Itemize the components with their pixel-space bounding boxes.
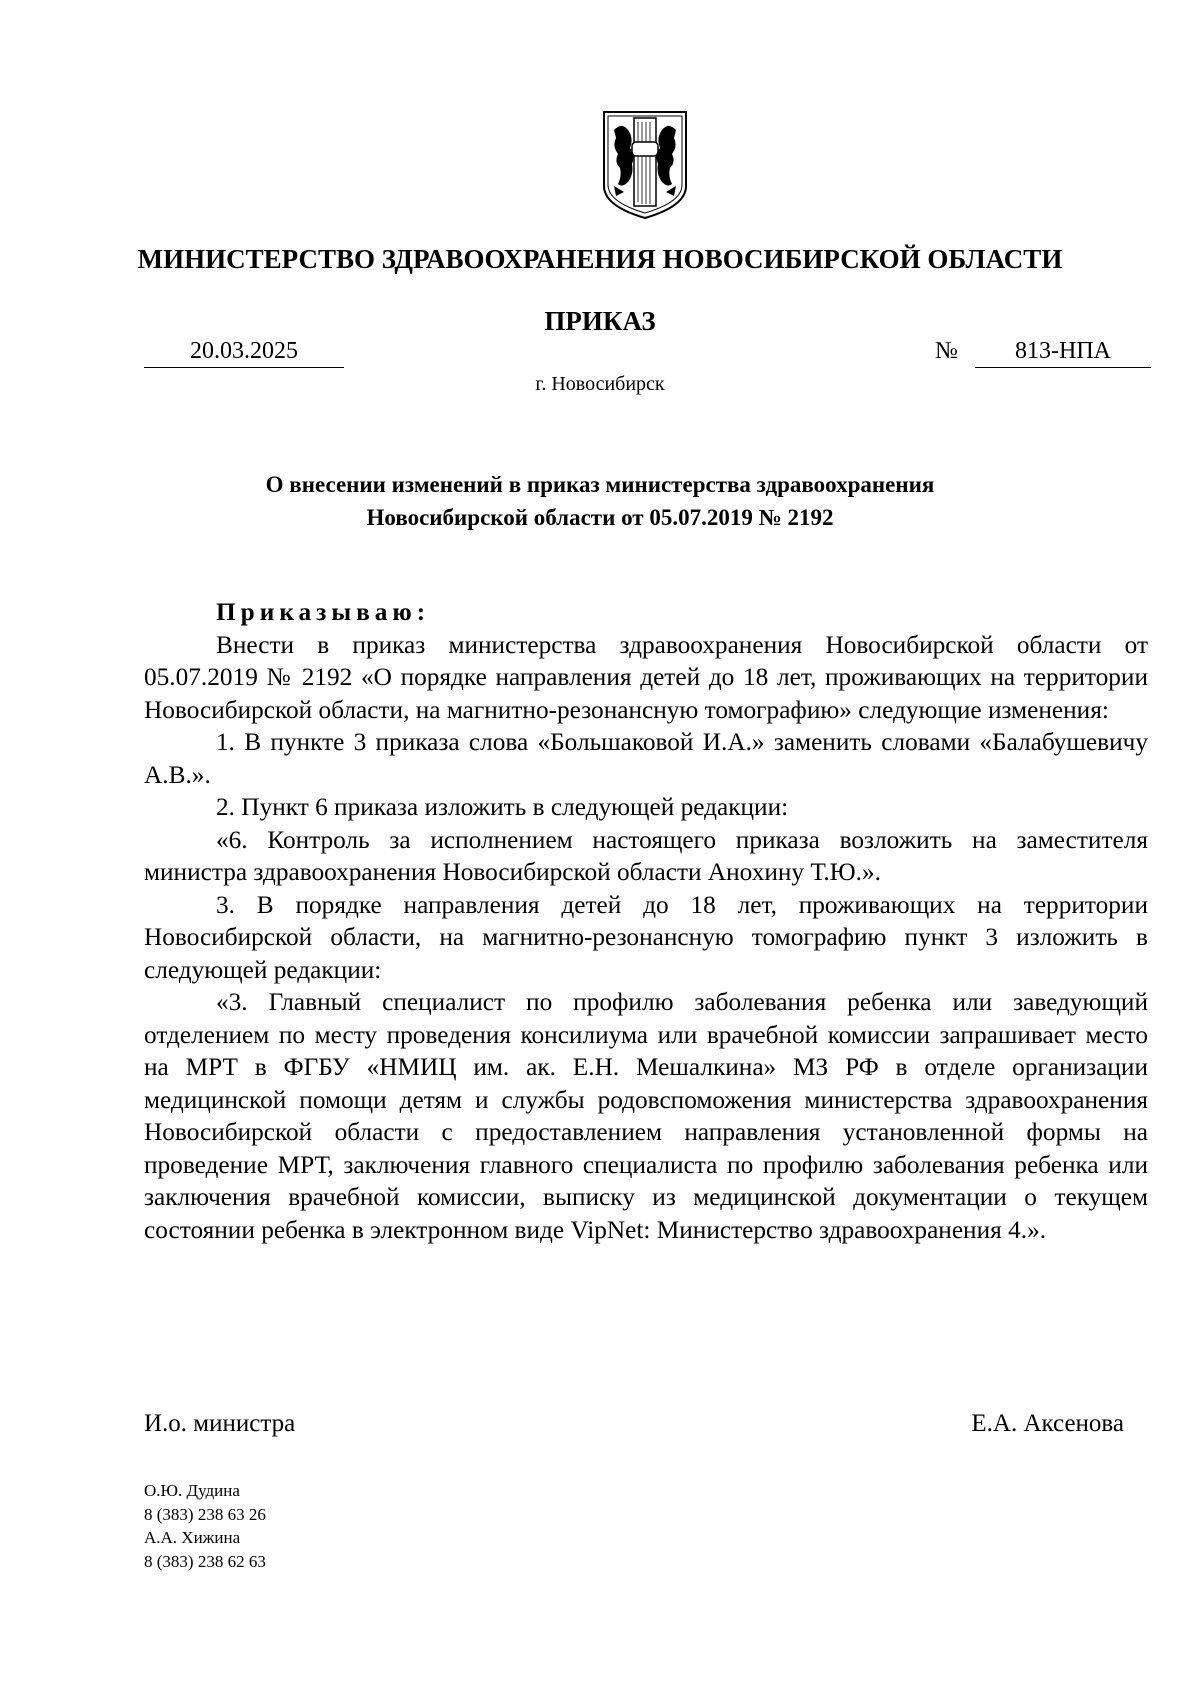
contact-phone: 8 (383) 238 62 63 [144,1551,266,1571]
contact-phone: 8 (383) 238 63 26 [144,1504,266,1524]
contact-person: А.А. Хижина [144,1528,241,1547]
paragraph: 3. В порядке направления детей до 18 лет, проживающих на территории Новосибирской области, на магнитно-резонансную томографию пункт 3 изложить в следующей редакции: [144,890,1148,984]
coat-of-arms-icon [600,108,690,220]
order-subject [200,468,1000,534]
contacts [144,1479,266,1573]
paragraph: «6. Контроль за исполнением настоящего приказа возложить на заместителя министра здравоохранения Новосибирской области Анохину Т.Ю.». [144,825,1148,886]
paragraph: «3. Главный специалист по профилю заболевания ребенка или заведующий отделением по месту проведения консилиума или врачебной комиссии запрашивает место на МРТ в ФГБУ «НМИЦ им. ак. Е.Н. Мешалкина» МЗ РФ в отделе организации медицинской помощи детям и службы родовспоможения министерства здравоохранения Новосибирской области с предоставлением направления установленной формы на проведение МРТ, заключения главного специалиста по профилю заболевания ребенка или заключения врачебной комиссии, выписку из медицинской документации о текущем состоянии ребенка в электронном виде VipNet: Министерство здравоохранения 4.». [144,988,1148,1244]
order-body [144,596,1148,1246]
document-type: ПРИКАЗ [544,306,656,336]
signer-title: И.о. министра [144,1410,296,1437]
signer-name: Е.А. Аксенова [971,1410,1124,1437]
order-number: 813-НПА [975,338,1151,368]
city: г. Новосибирск [535,373,665,395]
number-sign: № [935,338,958,364]
paragraph: 1. В пункте 3 приказа слова «Большаковой И.А.» заменить словами «Балабушевичу А.В.». [144,728,1148,789]
order-date: 20.03.2025 [144,338,344,368]
contact-person: О.Ю. Дудина [144,1481,240,1500]
order-word: Приказываю: [216,598,431,626]
ministry-name: МИНИСТЕРСТВО ЗДРАВООХРАНЕНИЯ НОВОСИБИРСКОЙ ОБЛАСТИ [137,244,1063,274]
paragraph: 2. Пункт 6 приказа изложить в следующей редакции: [216,793,789,821]
subject-line-2: Новосибирской области от 05.07.2019 № 2192 [366,505,834,530]
subject-line-1: О внесении изменений в приказ министерства здравоохранения [265,472,935,497]
paragraph: Внести в приказ министерства здравоохранения Новосибирской области от 05.07.2019 № 2192 «О порядке направления детей до 18 лет, проживающих на территории Новосибирской области, на магнитно-резонансную томографию» следующие изменения: [144,630,1148,724]
